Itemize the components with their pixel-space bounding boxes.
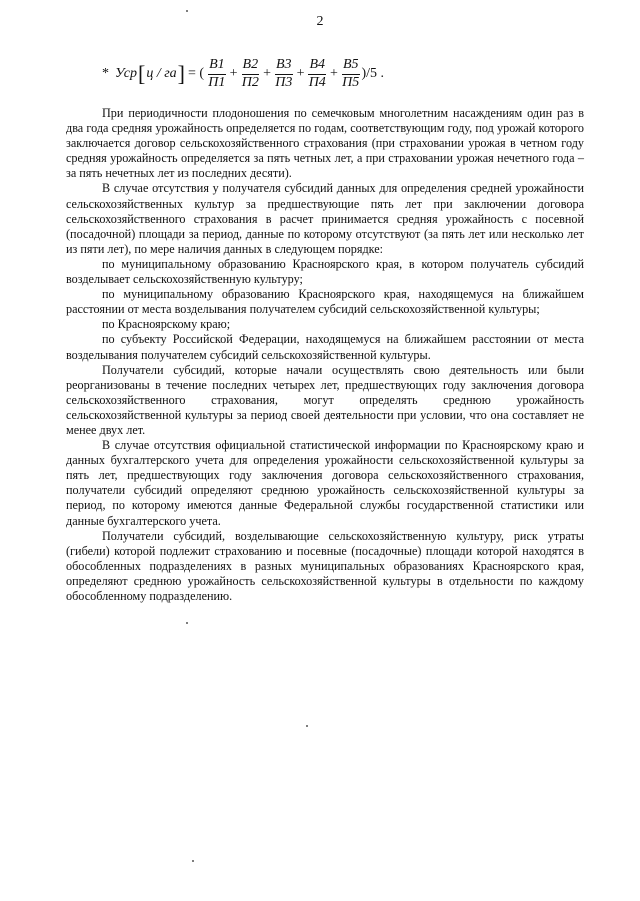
fraction-denominator: П3 [275, 74, 293, 90]
formula-equals: = ( [188, 66, 205, 82]
formula-suffix: )/5 . [361, 66, 385, 82]
list-item-nearest-municipality: по муниципальному образованию Красноярского края, находящемуся на ближайшем расстоянии от места возделывания получателем субсидий сельскохозяйственной культуры; [66, 287, 584, 317]
formula-plus: + [296, 66, 305, 82]
formula-bracket-open: [ [137, 61, 146, 87]
formula-fraction-5 [342, 58, 360, 90]
paragraph-fruiting-periodicity: При периодичности плодоношения по семечковым многолетним насаждениям один раз в два года средняя урожайность определяется по годам, соответствующим году, под урожай которого заключается договор сельскохозяйственного страхования (при страховании урожая в четном году средняя урожайность определяется за пять четных лет, а при страховании урожая нечетного года – за пять нечетных лет из последних десяти). [66, 106, 584, 181]
page-number: 2 [316, 14, 324, 29]
fraction-denominator: П5 [342, 74, 360, 90]
paragraph-separate-divisions: Получатели субсидий, возделывающие сельскохозяйственную культуру, риск утраты (гибели) которой подлежит страхованию и посевные (посадочные) площади которой находятся в обособленных подразделениях в разных муниципальных образованиях Красноярского края, определяют среднюю урожайность сельскохозяйственной культуры в отдельности по каждому обособленному подразделению. [66, 528, 584, 603]
formula-plus: + [330, 66, 338, 82]
list-item-municipality: по муниципальному образованию Красноярского края, в котором получатель субсидий возделывает сельскохозяйственную культуру; [66, 256, 584, 287]
scan-speck [186, 10, 188, 12]
list-item-krai: по Красноярскому краю; [102, 317, 231, 332]
formula-fraction-4 [308, 58, 326, 90]
paragraph-new-recipients: Получатели субсидий, которые начали осуществлять свою деятельность или были реорганизованы в течение последних четырех лет, предшествующих году заключения договора сельскохозяйственного страхования, могут определять среднюю урожайность сельскохозяйственной культуры за период своей деятельности при условии, что она составляет не менее двух лет. [66, 362, 584, 437]
formula-plus: + [229, 66, 238, 82]
average-yield-formula [102, 58, 384, 90]
formula-bracket-close: ] [177, 61, 185, 87]
paragraph-no-statistics: В случае отсутствия официальной статистической информации по Красноярскому краю и данных бухгалтерского учета для определения урожайности сельскохозяйственной культуры за пять лет, предшествующих году заключения договора сельскохозяйственного страхования, получатели субсидий определяют среднюю урожайность сельскохозяйственной культуры за период, по которому имеются данные Федеральной службы государственной статистики или данные бухгалтерского учета. [66, 438, 584, 528]
fraction-numerator: В3 [275, 58, 293, 75]
paragraph-missing-data: В случае отсутствия у получателя субсидий данных для определения средней урожайности сельскохозяйственных культур за предшествующие пять лет при заключении договора сельскохозяйственного страхования в расчет принимается средняя урожайность с посевной (посадочной) площади за период, данные по которому отсутствуют (за пять лет или несколько лет из пяти лет), по мере наличия данных в следующем порядке: [66, 181, 584, 256]
fraction-denominator: П2 [241, 74, 259, 90]
fraction-denominator: П1 [208, 74, 226, 90]
formula-plus: + [263, 66, 271, 82]
scan-speck [186, 622, 188, 624]
list-item-federal-subject: по субъекту Российской Федерации, находящемуся на ближайшем расстоянии от места возделывания получателем субсидий сельскохозяйственной культуры. [66, 332, 584, 362]
fraction-denominator: П4 [308, 74, 326, 90]
formula-fraction-3 [275, 58, 293, 90]
document-body [66, 106, 584, 604]
scan-speck [192, 860, 194, 862]
scan-speck [306, 725, 308, 727]
fraction-numerator: В5 [342, 58, 360, 75]
formula-fraction-2 [242, 58, 260, 90]
formula-fraction-1 [208, 58, 226, 90]
formula-lhs-name: Уср [115, 66, 137, 82]
fraction-numerator: В4 [308, 58, 326, 75]
formula-lhs-unit: ц / га [146, 66, 177, 82]
formula-prefix: * [102, 66, 109, 82]
fraction-numerator: В2 [242, 58, 260, 75]
fraction-numerator: В1 [208, 58, 226, 75]
